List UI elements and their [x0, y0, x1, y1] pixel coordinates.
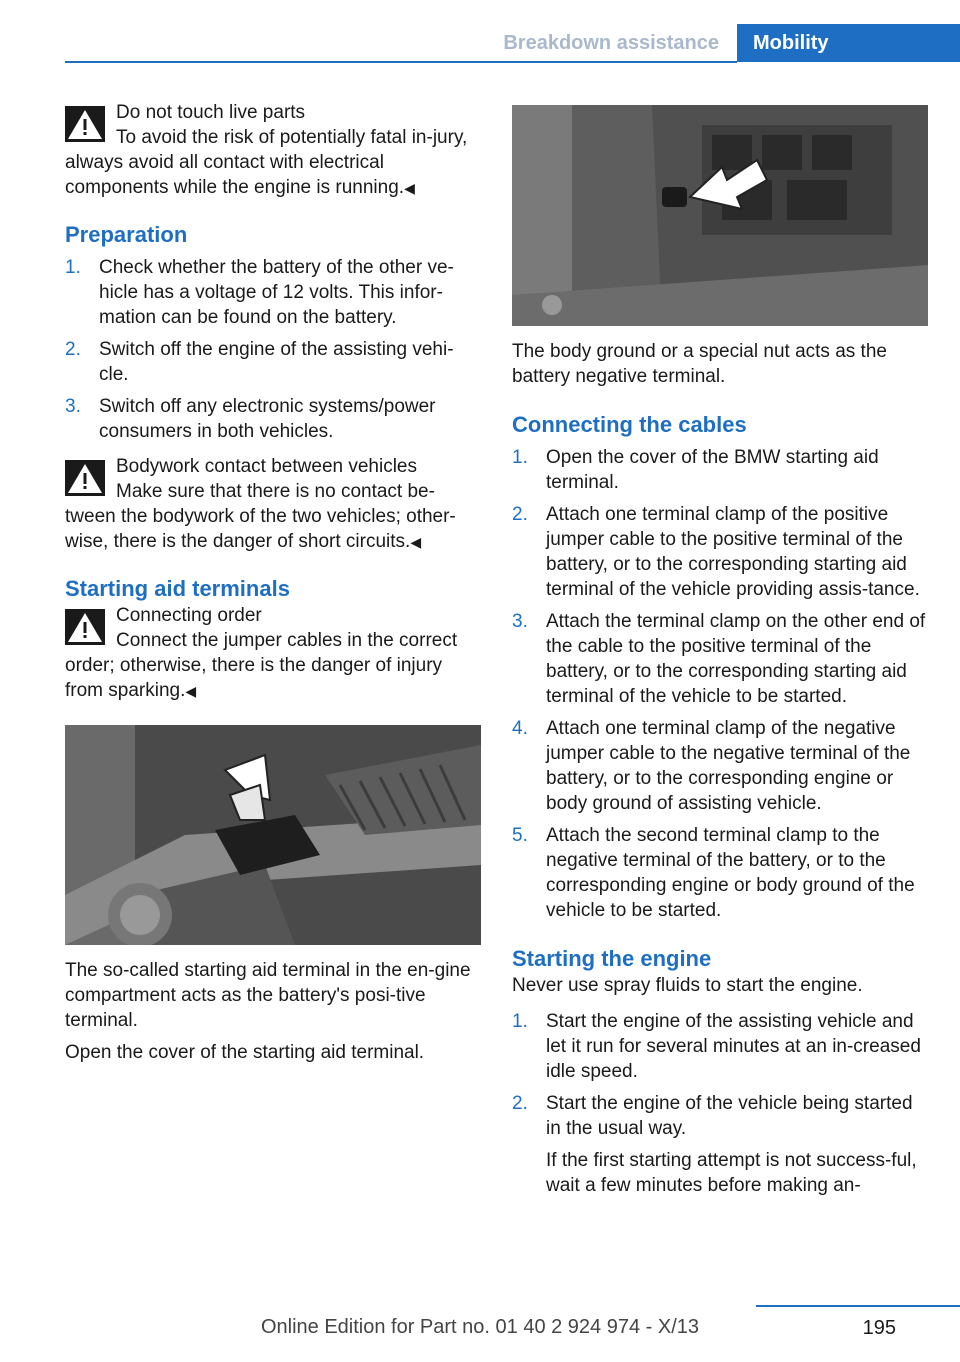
list-item: 2. Switch off the engine of the assisting vehi‐cle. [65, 339, 454, 385]
right-column [512, 105, 930, 1198]
starting-heading: Starting the engine [512, 946, 712, 971]
warning-title: Connecting order [116, 605, 262, 626]
page-header [65, 24, 960, 62]
warning-bodywork [65, 454, 481, 555]
warning-body: To avoid the risk of potentially fatal in‐jury, always avoid all contact with electrical components while the engine is running.◀ [65, 127, 468, 198]
connecting-heading: Connecting the cables [512, 412, 747, 437]
warning-live-parts [65, 100, 481, 201]
list-item: 2. Attach one terminal clamp of the positive jumper cable to the positive terminal of the battery, or to the corresponding starting aid terminal of the vehicle providing assis‐tance. [512, 504, 920, 600]
open-cover-text: Open the cover of the starting aid terminal. [65, 1042, 425, 1063]
continuation-text: If the first starting attempt is not success‐ful, wait a few minutes before making an‐ [546, 1150, 917, 1196]
starting-intro: Never use spray fluids to start the engine. [512, 975, 863, 996]
warning-title: Do not touch live parts [116, 102, 306, 123]
photo-caption: The so-called starting aid terminal in the en‐gine compartment acts as the battery's posi‐tive terminal. [65, 960, 471, 1031]
photo-caption: The body ground or a special nut acts as the battery negative terminal. [512, 341, 887, 387]
warning-triangle-icon [65, 460, 105, 496]
header-rule [65, 61, 737, 63]
preparation-heading: Preparation [65, 222, 188, 247]
chapter-tab: Mobility [737, 24, 960, 62]
connecting-list [512, 445, 930, 923]
list-item: 1. Start the engine of the assisting vehicle and let it run for several minutes at an in‐creased idle speed. [512, 1011, 921, 1082]
body-ground-photo [512, 105, 928, 326]
section-title: Breakdown assistance [503, 32, 719, 54]
list-item: 1. Check whether the battery of the other ve‐hicle has a voltage of 12 volts. This infor‐mation can be found on the battery. [65, 257, 454, 328]
terminals-heading: Starting aid terminals [65, 576, 290, 601]
left-column [65, 100, 481, 1065]
warning-triangle-icon [65, 609, 105, 645]
warning-body: Connect the jumper cables in the correct order; otherwise, there is the danger of injury from sparking.◀ [65, 630, 458, 701]
list-item: 5. Attach the second terminal clamp to the negative terminal of the battery, or to the corresponding engine or body ground of the vehicle to be started. [512, 825, 915, 921]
preparation-list [65, 255, 481, 444]
list-item: 3. Switch off any electronic systems/power consumers in both vehicles. [65, 396, 436, 442]
list-item: 3. Attach the terminal clamp on the other end of the cable to the positive terminal of the battery, or to the corresponding starting aid terminal of the vehicle to be started. [512, 611, 926, 707]
warning-triangle-icon [65, 106, 105, 142]
warning-connecting-order [65, 603, 481, 704]
list-item: 4. Attach one terminal clamp of the negative jumper cable to the negative terminal of the battery, or to the corresponding engine or body ground of assisting vehicle. [512, 718, 911, 814]
footer-rule [756, 1305, 960, 1307]
starting-list [512, 1009, 930, 1198]
warning-body: Make sure that there is no contact be‐tween the bodywork of the two vehicles; other‐wise, there is the danger of short circuits.◀ [65, 481, 456, 552]
list-item: 1. Open the cover of the BMW starting aid terminal. [512, 447, 879, 493]
warning-title: Bodywork contact between vehicles [116, 456, 417, 477]
edition-text: Online Edition for Part no. 01 40 2 924 974 - X/13 [260, 1316, 700, 1338]
starting-aid-terminal-photo [65, 725, 481, 945]
list-item: 2. Start the engine of the vehicle being started in the usual way. If the first starting attempt is not success‐ful, wait a few minutes before making an‐ [512, 1091, 930, 1198]
page-number: 195 [862, 1317, 896, 1339]
